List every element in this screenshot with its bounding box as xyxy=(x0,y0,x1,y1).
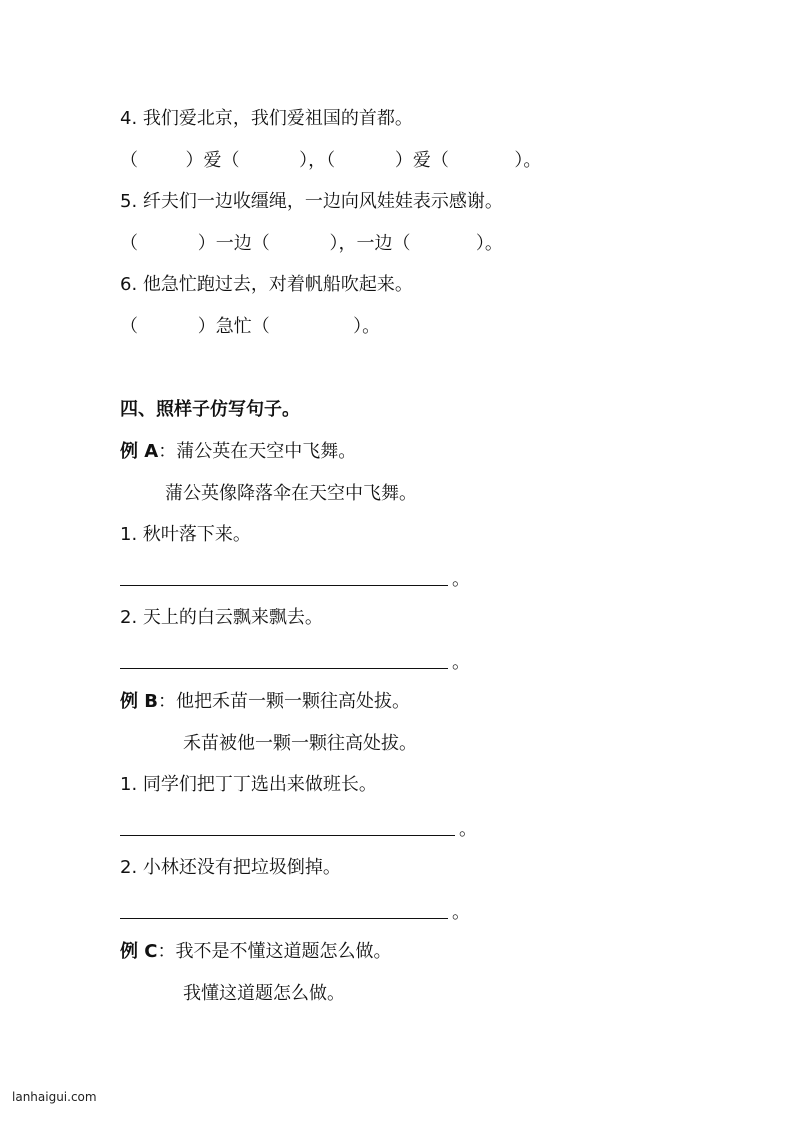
item-4-pattern: （ ）爱（ ），（ ）爱（ ）。 xyxy=(120,150,542,171)
example-a-question-2: 2. 天上的白云飘来飘去。 xyxy=(120,607,323,628)
example-b-sentence: ：他把禾苗一颗一颗往高处拔。 xyxy=(158,691,410,712)
item-6-pattern: （ ）急忙（ ）。 xyxy=(120,316,381,337)
example-a-model: 蒲公英像降落伞在天空中飞舞。 xyxy=(165,483,417,504)
footer-site: lanhaigui.com xyxy=(12,1090,97,1104)
example-c-label: 例 C xyxy=(120,941,158,962)
answer-line-b2[interactable] xyxy=(120,918,448,919)
example-a-sentence: ：蒲公英在天空中飞舞。 xyxy=(158,441,357,462)
answer-line-a1[interactable] xyxy=(120,585,448,586)
answer-period-b1: 。 xyxy=(459,819,477,840)
example-b-question-1: 1. 同学们把丁丁选出来做班长。 xyxy=(120,774,377,795)
answer-line-a2[interactable] xyxy=(120,668,448,669)
answer-period-a1: 。 xyxy=(452,569,470,590)
example-a xyxy=(120,439,356,465)
example-b-model: 禾苗被他一颗一颗往高处拔。 xyxy=(183,733,417,754)
item-5-sentence: 5. 纤夫们一边收缰绳，一边向风娃娃表示感谢。 xyxy=(120,191,503,212)
example-b-question-2: 2. 小林还没有把垃圾倒掉。 xyxy=(120,857,341,878)
example-b xyxy=(120,689,410,715)
answer-period-b2: 。 xyxy=(452,902,470,923)
example-c-model: 我懂这道题怎么做。 xyxy=(183,983,345,1004)
example-c xyxy=(120,939,391,965)
item-5-pattern: （ ）一边（ ），一边（ ）。 xyxy=(120,233,503,254)
answer-period-a2: 。 xyxy=(452,652,470,673)
answer-line-b1[interactable] xyxy=(120,835,455,836)
item-6-sentence: 6. 他急忙跑过去，对着帆船吹起来。 xyxy=(120,274,413,295)
example-a-label: 例 A xyxy=(120,441,159,462)
example-b-label: 例 B xyxy=(120,691,158,712)
example-c-sentence: ：我不是不懂这道题怎么做。 xyxy=(157,941,392,962)
example-a-question-1: 1. 秋叶落下来。 xyxy=(120,524,251,545)
item-4-sentence: 4. 我们爱北京，我们爱祖国的首都。 xyxy=(120,108,413,129)
section-4-title: 四、照样子仿写句子。 xyxy=(120,399,300,420)
